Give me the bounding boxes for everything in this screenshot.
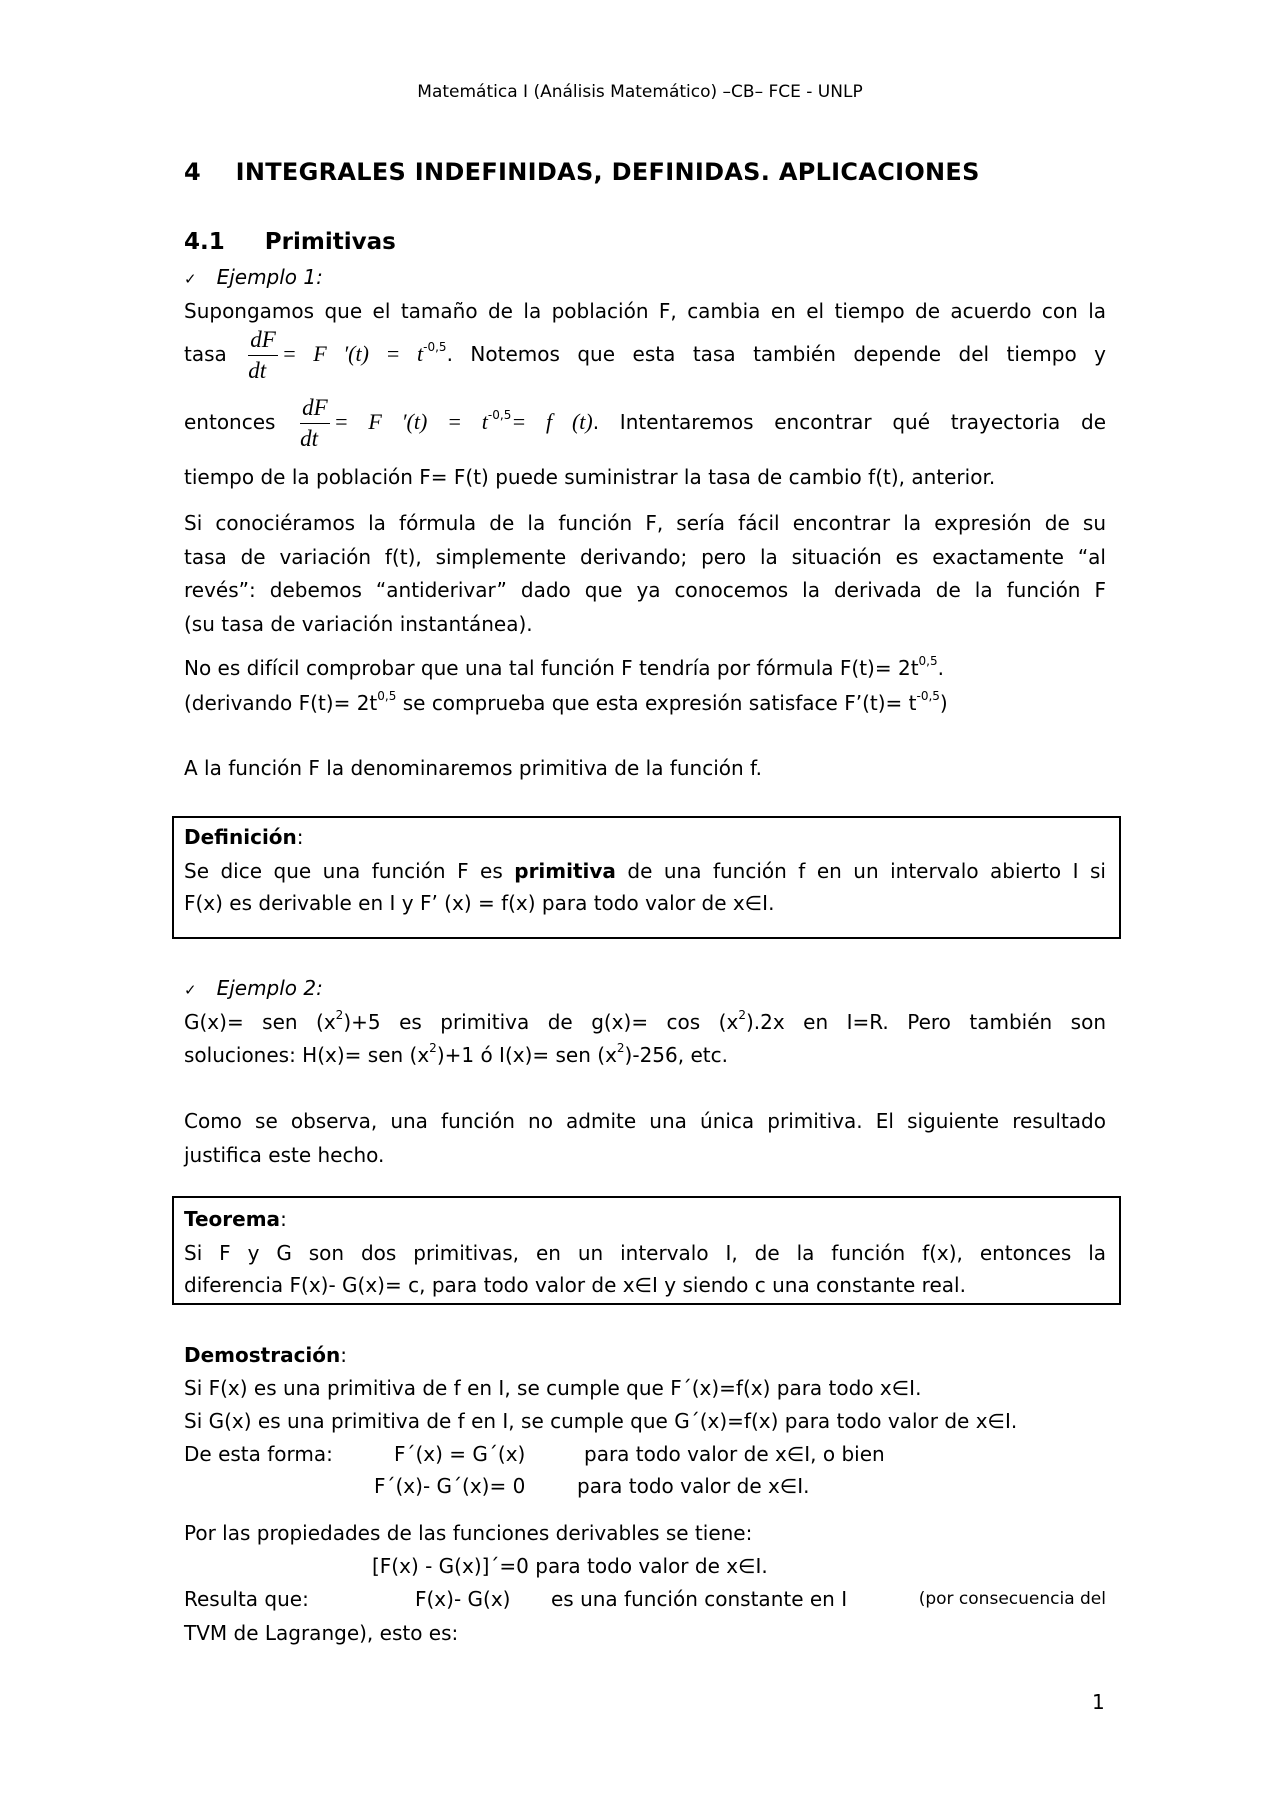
definition-line: Se dice que una función F es primitiva de una función f en un intervalo abierto I si: [184, 859, 1106, 883]
proof-title: Demostración:: [184, 1343, 348, 1367]
fraction: $\frac{dF}{dt}$: [248, 327, 276, 383]
fraction: $\frac{dF}{dt}$: [300, 395, 328, 451]
paragraph-line: Resulta que: F(x)- G(x) es una función constante en I (por consecuencia del: [184, 1587, 1106, 1611]
page-number: 1: [1092, 1690, 1105, 1714]
paragraph-line: (su tasa de variación instantánea).: [184, 612, 533, 636]
theorem-line: Si F y G son dos primitivas, en un intervalo I, de la función f(x), entonces la: [184, 1241, 1106, 1265]
paragraph-line: (derivando $F(t)= 2t^{0,5}$ se comprueba que esta expresión satisface F’(t)= $t^{-0,5}$): [184, 689, 948, 715]
proof-line: Si G(x) es una primitiva de f en I, se cumple que G´(x)=f(x) para todo valor de x∈I.: [184, 1409, 1018, 1433]
definition-title: Definición:: [184, 825, 304, 849]
paragraph-line: revés”: debemos “antiderivar” dado que ya conocemos la derivada de la función F: [184, 578, 1106, 602]
chapter-heading: 4 INTEGRALES INDEFINIDAS, DEFINIDAS. APLICACIONES: [184, 158, 980, 186]
then-equation-line: entonces $\frac{dF}{dt}$ = F $'(t) = t^{-0,5}= f$ (t). Intentaremos encontrar qué trayectoria de: [184, 392, 1106, 454]
section-heading: 4.1 Primitivas: [184, 229, 396, 255]
proof-line: Si F(x) es una primitiva de f en I, se cumple que F´(x)=f(x) para todo x∈I.: [184, 1376, 922, 1400]
theorem-title: Teorema:: [184, 1207, 287, 1231]
equation-line: [F(x) - G(x)]´=0 para todo valor de x∈I.: [372, 1554, 768, 1578]
paragraph: tiempo de la población F= F(t) puede suministrar la tasa de cambio f(t), anterior.: [184, 465, 996, 489]
rate-equation-line: tasa $\frac{dF}{dt}$ = F $'(t) = t^{-0,5}$. Notemos que esta tasa también depende del tiempo y: [184, 324, 1106, 386]
running-header: Matemática I (Análisis Matemático) –CB– FCE - UNLP: [417, 82, 863, 102]
paragraph: A la función F la denominaremos primitiva de la función f.: [184, 756, 762, 780]
paragraph: Supongamos que el tamaño de la población F, cambia en el tiempo de acuerdo con la: [184, 299, 1106, 323]
paragraph-line: justifica este hecho.: [184, 1143, 385, 1167]
paragraph-line: G(x)= sen $(x^2)+5$ es primitiva de $g(x)= \cos (x^2).2x$ en I=R. Pero también son: [184, 1008, 1106, 1034]
paragraph-line: TVM de Lagrange), esto es:: [184, 1621, 459, 1645]
example-2-label: ✓ Ejemplo 2:: [184, 976, 323, 1000]
check-icon: ✓: [184, 270, 197, 288]
paragraph-line: Si conociéramos la fórmula de la función F, sería fácil encontrar la expresión de su: [184, 511, 1106, 535]
check-icon: ✓: [184, 981, 197, 999]
example-1-label: ✓ Ejemplo 1:: [184, 265, 323, 289]
paragraph-line: soluciones: H(x)= sen $(x^2)+1$ ó I(x)= sen $(x^2)-256$, etc.: [184, 1041, 728, 1067]
paragraph-line: Como se observa, una función no admite una única primitiva. El siguiente resultado: [184, 1109, 1106, 1133]
proof-line: De esta forma: F´(x) = G´(x) para todo valor de x∈I, o bien: [184, 1442, 885, 1466]
theorem-line: diferencia F(x)- G(x)= c, para todo valor de x∈I y siendo c una constante real.: [184, 1273, 966, 1297]
definition-line: F(x) es derivable en I y F’ (x) = f(x) para todo valor de x∈I.: [184, 891, 775, 915]
paragraph: Por las propiedades de las funciones derivables se tiene:: [184, 1521, 753, 1545]
paragraph-line: tasa de variación f(t), simplemente derivando; pero la situación es exactamente “al: [184, 545, 1106, 569]
paragraph-line: No es difícil comprobar que una tal función F tendría por fórmula $F(t)= 2t^{0,5}$.: [184, 654, 944, 680]
